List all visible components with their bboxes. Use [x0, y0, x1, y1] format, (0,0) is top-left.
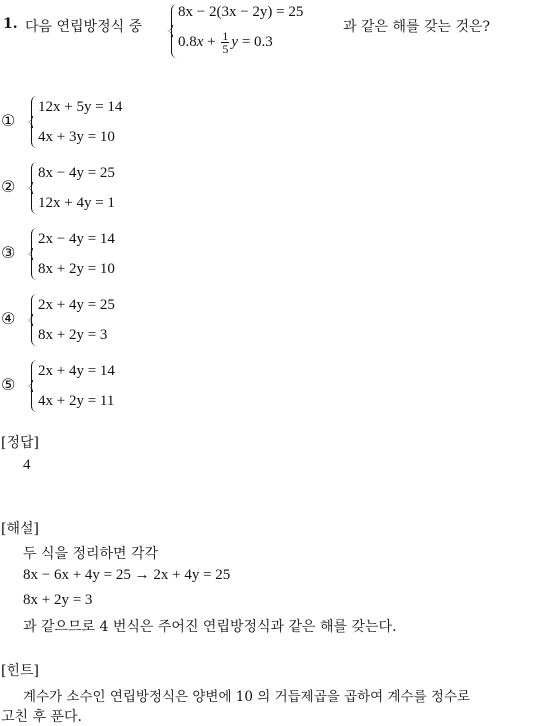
question-prompt: 다음 연립방정식 중 [25, 19, 143, 35]
choice-1-eq2: 4x + 3y = 10 [38, 129, 115, 145]
choice-2-eq2: 12x + 4y = 1 [38, 195, 115, 211]
choice-4-eq2: 8x + 2y = 3 [38, 327, 108, 343]
hint-line-2: 고친 후 푼다. [1, 709, 82, 725]
hint-line-1: 계수가 소수인 연립방정식은 양변에 10 의 거듭제곱을 곱하여 계수를 정수로 [23, 689, 471, 705]
choice-5-eq1: 2x + 4y = 14 [38, 363, 115, 379]
choice-5-eq2: 4x + 2y = 11 [38, 393, 115, 409]
choice-brace-4 [31, 294, 37, 346]
choice-brace-2 [31, 162, 37, 214]
question-eq1: 8x − 2(3x − 2y) = 25 [178, 4, 304, 20]
solution-label: [해설] [1, 521, 39, 537]
fraction: $\frac{1}{5}$ [222, 29, 229, 56]
answer-label: [정답] [1, 435, 39, 451]
choice-3-eq2: 8x + 2y = 10 [38, 261, 115, 277]
choice-brace-1 [31, 96, 37, 148]
question-system-brace [171, 4, 177, 58]
choice-2-eq1: 8x − 4y = 25 [38, 165, 115, 181]
choice-3-eq1: 2x − 4y = 14 [38, 231, 115, 247]
choice-brace-3 [31, 228, 37, 280]
solution-line-2: 8x − 6x + 4y = 25 → 2x + 4y = 25 [23, 567, 231, 583]
hint-label: [힌트] [1, 663, 39, 679]
choice-marker-3[interactable]: ③ [1, 243, 16, 262]
question-suffix: 과 같은 해를 갖는 것은? [343, 19, 491, 35]
choice-marker-1[interactable]: ① [1, 111, 16, 130]
choice-marker-5[interactable]: ⑤ [1, 375, 16, 394]
question-eq2: 0.8x + $\frac{1}{5}$ y = 0.3 [178, 29, 273, 56]
solution-line-4: 과 같으므로 4 번식은 주어진 연립방정식과 같은 해를 갖는다. [23, 619, 397, 635]
question-number: 1. [3, 16, 18, 32]
solution-line-1: 두 식을 정리하면 각각 [23, 546, 159, 562]
choice-marker-4[interactable]: ④ [1, 309, 16, 328]
choice-4-eq1: 2x + 4y = 25 [38, 297, 115, 313]
choice-brace-5 [31, 360, 37, 412]
choice-marker-2[interactable]: ② [1, 177, 16, 196]
solution-line-3: 8x + 2y = 3 [23, 592, 93, 608]
answer-value: 4 [23, 457, 31, 473]
choice-1-eq1: 12x + 5y = 14 [38, 99, 123, 115]
